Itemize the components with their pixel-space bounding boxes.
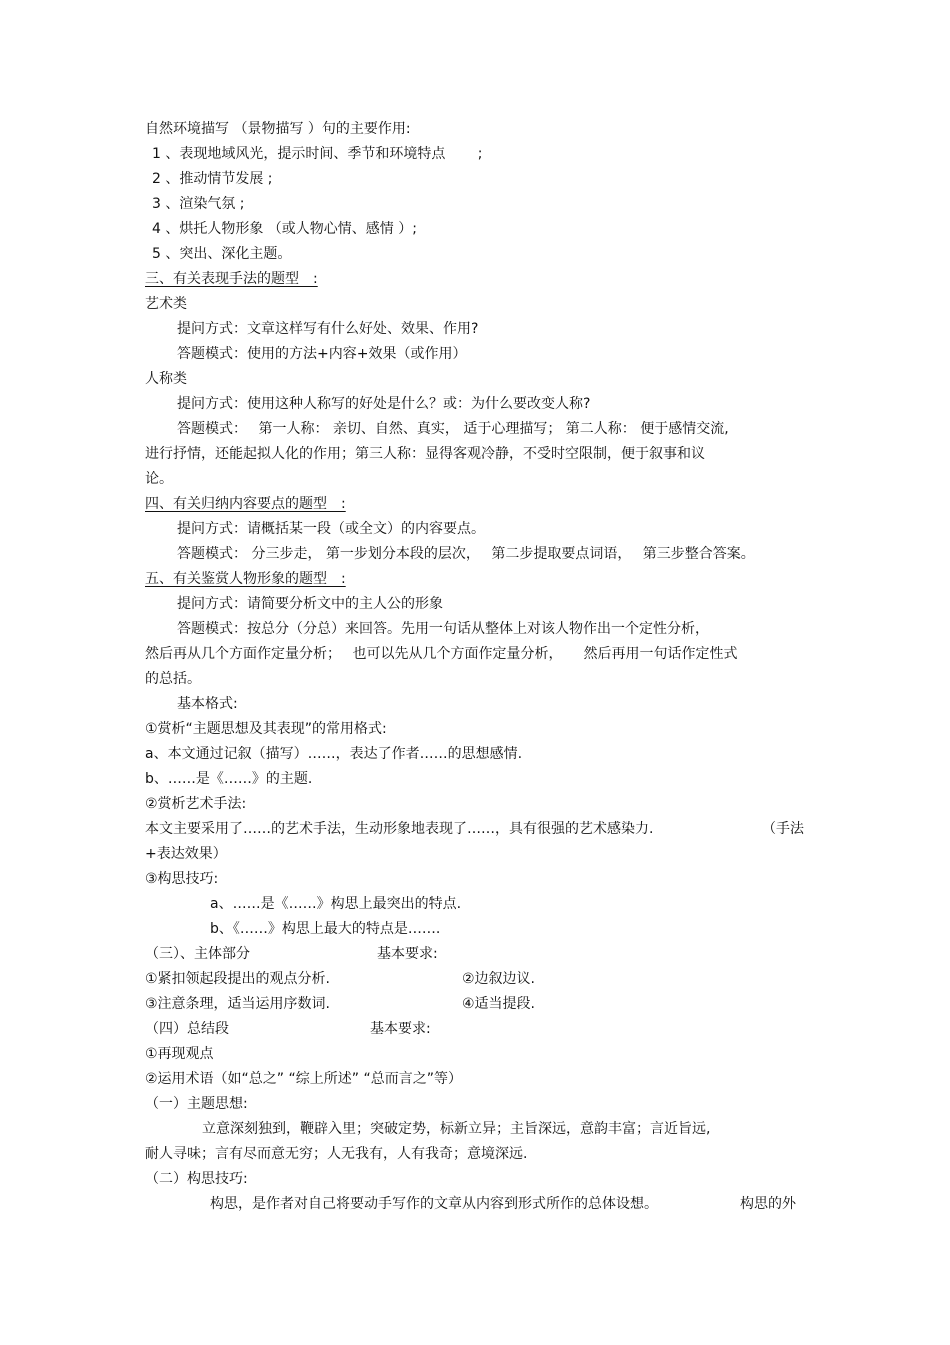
paragraph-line: 然后再从几个方面作定量分析； 也可以先从几个方面作定量分析， 然后再用一句话作定性式 — [145, 646, 738, 662]
list-item: 5 、突出、深化主题。 — [152, 246, 292, 262]
paragraph-line: 提问方式：请概括某一段（或全文）的内容要点。 — [177, 521, 485, 537]
list-item: b、……是《……》的主题. — [145, 771, 313, 787]
section-heading: 五、有关鉴赏人物形象的题型 : — [145, 571, 346, 587]
paragraph-line: 进行抒情，还能起拟人化的作用；第三人称：显得客观冷静，不受时空限制，便于叙事和议 — [145, 446, 705, 462]
paragraph-line: 构思，是作者对自己将要动手写作的文章从内容到形式所作的总体设想。 — [210, 1196, 658, 1212]
paragraph-line: 论。 — [145, 471, 173, 487]
paragraph-line: 答题模式： 分三步走， 第一步划分本段的层次， 第二步提取要点词语， 第三步整合答案。 — [177, 546, 755, 562]
paragraph-line: 提问方式：请简要分析文中的主人公的形象 — [177, 596, 443, 612]
list-item: ③注意条理，适当运用序数词. — [145, 996, 331, 1012]
list-item: ④适当提段. — [462, 996, 536, 1012]
list-item: 2 、推动情节发展 ; — [152, 171, 273, 187]
list-item: ③构思技巧: — [145, 871, 219, 887]
paragraph-line: 构思的外 — [740, 1196, 796, 1212]
subheading: （二）构思技巧: — [145, 1171, 248, 1187]
subheading: （四）总结段 — [145, 1021, 229, 1037]
subheading: 基本要求: — [370, 1021, 431, 1037]
paragraph-line: 答题模式：使用的方法+内容+效果（或作用） — [177, 346, 467, 362]
paragraph-line: +表达效果） — [145, 846, 227, 862]
paragraph-line: 立意深刻独到，鞭辟入里；突破定势，标新立异；主旨深远，意韵丰富；言近旨远, — [202, 1121, 711, 1137]
paragraph-line: 提问方式：使用这种人称写的好处是什么？或：为什么要改变人称? — [177, 396, 591, 412]
list-item: 4 、烘托人物形象 （或人物心情、感情 ）; — [152, 221, 417, 237]
subheading: （一）主题思想: — [145, 1096, 248, 1112]
section-heading: 三、有关表现手法的题型 : — [145, 271, 318, 287]
paragraph-line: 答题模式：按总分（分总）来回答。先用一句话从整体上对该人物作出一个定性分析， — [177, 621, 709, 637]
paragraph-line: 的总括。 — [145, 671, 201, 687]
list-item: ①再现观点 — [145, 1046, 214, 1062]
paragraph-line: 耐人寻味；言有尽而意无穷；人无我有，人有我奇；意境深远. — [145, 1146, 528, 1162]
list-item: ①紧扣领起段提出的观点分析. — [145, 971, 331, 987]
paragraph-line: 本文主要采用了……的艺术手法，生动形象地表现了……，具有很强的艺术感染力. — [145, 821, 654, 837]
subheading: 人称类 — [145, 371, 187, 387]
list-item: 3 、渲染气氛 ; — [152, 196, 245, 212]
list-item: b、《……》构思上最大的特点是……. — [210, 921, 441, 937]
subheading: （三）、主体部分 — [145, 946, 250, 962]
section-heading: 四、有关归纳内容要点的题型 : — [145, 496, 346, 512]
subheading: 艺术类 — [145, 296, 187, 312]
list-item: a、本文通过记叙（描写）……，表达了作者……的思想感情. — [145, 746, 523, 762]
list-item: a、……是《……》构思上最突出的特点. — [210, 896, 462, 912]
list-item: ②边叙边议. — [462, 971, 536, 987]
paragraph-line: 答题模式： 第一人称： 亲切、自然、真实， 适于心理描写； 第二人称： 便于感情交流, — [177, 421, 729, 437]
subheading: 基本要求: — [377, 946, 438, 962]
paragraph-line: 提问方式：文章这样写有什么好处、效果、作用? — [177, 321, 479, 337]
list-item: 1 、表现地域风光，提示时间、季节和环境特点 ; — [152, 146, 483, 162]
list-item: ①赏析“主题思想及其表现”的常用格式: — [145, 721, 387, 737]
paragraph-line: 自然环境描写 （景物描写 ）句的主要作用: — [145, 121, 411, 137]
list-item: ②赏析艺术手法: — [145, 796, 247, 812]
list-item: ②运用术语（如“总之” “综上所述” “总而言之”等） — [145, 1071, 462, 1087]
subheading: 基本格式: — [177, 696, 238, 712]
paragraph-line: （手法 — [762, 821, 804, 837]
